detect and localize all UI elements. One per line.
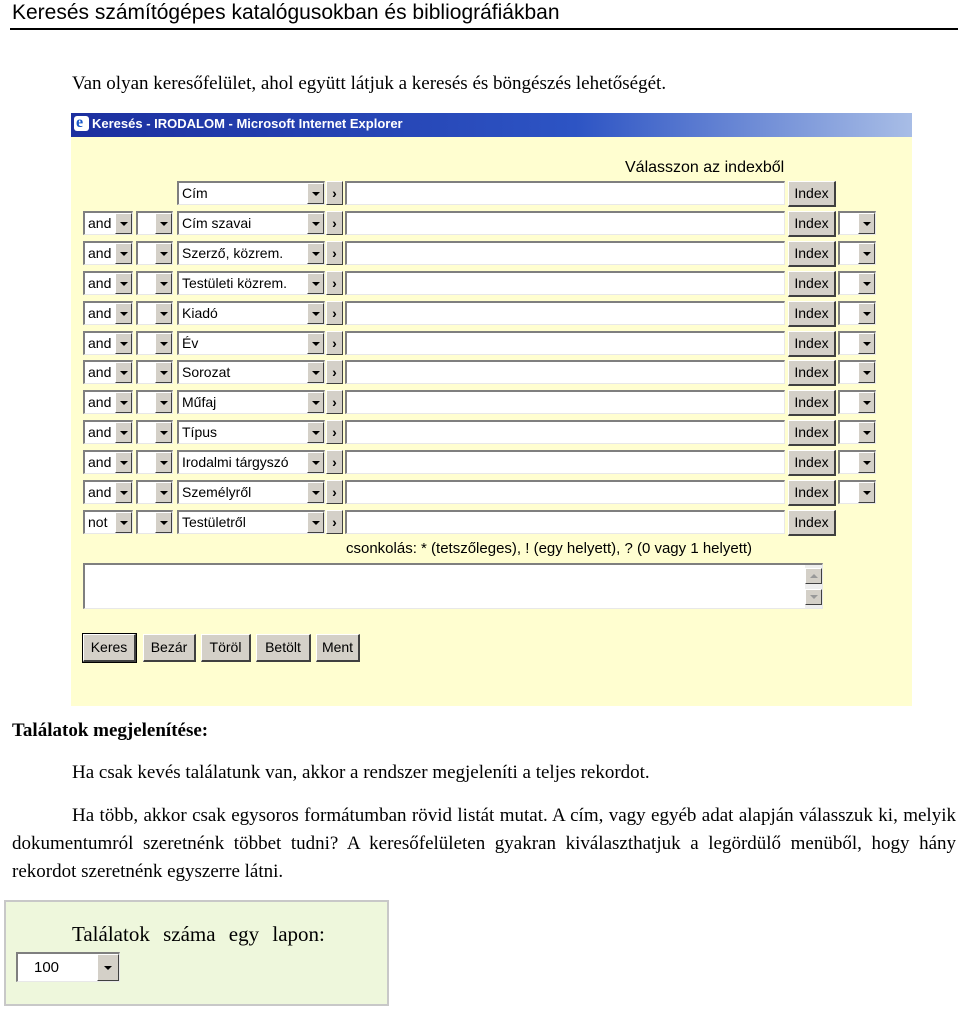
index-select[interactable] — [838, 420, 876, 444]
index-select[interactable] — [838, 331, 876, 355]
index-select[interactable] — [838, 241, 876, 265]
scroll-down-arrow-icon[interactable] — [805, 589, 822, 605]
operator-select[interactable] — [83, 241, 133, 265]
modifier-select[interactable] — [136, 301, 173, 325]
chevron-down-icon[interactable] — [307, 273, 324, 294]
chevron-down-icon[interactable] — [115, 362, 132, 383]
index-select[interactable] — [838, 271, 876, 295]
field-select[interactable] — [177, 241, 325, 265]
chevron-down-icon[interactable] — [858, 273, 875, 294]
page-title: Keresés számítógépes katalógusokban és bibliográfiákban — [12, 1, 560, 24]
modifier-select[interactable] — [136, 271, 173, 295]
operator-select[interactable] — [83, 510, 133, 534]
operator-value: and — [88, 424, 112, 441]
field-value: Típus — [182, 424, 218, 441]
internet-explorer-icon: e — [74, 116, 89, 131]
chevron-right-icon[interactable]: › — [326, 211, 343, 235]
index-button[interactable]: Index — [788, 510, 836, 536]
search-row — [71, 211, 912, 237]
scroll-up-arrow-icon[interactable] — [805, 568, 822, 584]
operator-value: and — [88, 454, 112, 471]
field-select[interactable] — [177, 420, 325, 444]
chevron-right-icon[interactable]: › — [326, 480, 343, 504]
operator-select[interactable] — [83, 420, 133, 444]
index-button[interactable]: Index — [788, 211, 836, 237]
index-select[interactable] — [838, 450, 876, 474]
chevron-down-icon[interactable] — [115, 273, 132, 294]
chevron-right-icon[interactable]: › — [326, 331, 343, 355]
search-term-input[interactable] — [345, 211, 785, 235]
operator-value: not — [88, 513, 108, 530]
field-value: Testületről — [182, 513, 246, 530]
action-button[interactable]: Keres — [83, 634, 136, 662]
search-term-input[interactable] — [345, 181, 785, 205]
field-select[interactable] — [177, 301, 325, 325]
index-button[interactable]: Index — [788, 301, 836, 327]
operator-select[interactable] — [83, 211, 133, 235]
search-row — [71, 271, 912, 297]
search-row — [71, 241, 912, 267]
field-value: Szerző, közrem. — [182, 244, 284, 261]
search-term-input[interactable] — [345, 510, 785, 534]
modifier-select[interactable] — [136, 360, 173, 384]
textarea-scrollbar[interactable] — [805, 565, 822, 608]
index-button[interactable]: Index — [788, 271, 836, 297]
chevron-down-icon[interactable] — [115, 512, 132, 533]
chevron-down-icon[interactable] — [115, 482, 132, 503]
chevron-right-icon[interactable]: › — [326, 510, 343, 534]
field-select[interactable] — [177, 390, 325, 414]
chevron-down-icon[interactable] — [858, 392, 875, 413]
field-value: Személyről — [182, 484, 252, 500]
action-button[interactable]: Töröl — [201, 634, 251, 662]
search-term-input[interactable] — [345, 301, 785, 325]
index-select[interactable] — [838, 480, 876, 504]
search-term-input[interactable] — [345, 331, 785, 355]
intro-text: Van olyan keresőfelület, ahol együtt látjuk a keresés és böngészés lehetőségét. — [72, 73, 667, 94]
field-value: Kiadó — [182, 304, 218, 321]
modifier-select[interactable] — [136, 390, 173, 414]
search-term-input[interactable] — [345, 480, 785, 504]
chevron-right-icon[interactable]: › — [326, 390, 343, 414]
chevron-down-icon[interactable] — [115, 392, 132, 413]
paragraph-few-results: Ha csak kevés találatunk van, akkor a rendszer megjeleníti a teljes rekordot. — [72, 762, 650, 783]
field-select[interactable] — [177, 360, 325, 384]
index-button[interactable]: Index — [788, 331, 836, 357]
chevron-down-icon[interactable] — [858, 333, 875, 354]
chevron-right-icon[interactable]: › — [326, 271, 343, 295]
chevron-right-icon[interactable]: › — [326, 301, 343, 325]
results-per-page-value: 100 — [34, 959, 60, 976]
field-value: Testületi közrem. — [182, 274, 288, 291]
chevron-down-icon[interactable] — [307, 213, 324, 234]
chevron-down-icon[interactable] — [115, 333, 132, 354]
chevron-down-icon[interactable] — [115, 422, 132, 443]
operator-value: and — [88, 304, 112, 321]
search-row — [71, 390, 912, 416]
field-select[interactable] — [177, 181, 325, 205]
paragraph-many-results: Ha több, akkor csak egysoros formátumban rövid listát mutat. A cím, vagy egyéb adat alapján válasszuk ki, melyik dokumentumról szeretnénk többet tudni? A keresőfelületen gyakran kiválaszthatjuk a legördülő menüből, hogy hány rekordot szeretnénk egyszerre látni. — [12, 805, 956, 882]
operator-select[interactable] — [83, 390, 133, 414]
index-select[interactable] — [838, 211, 876, 235]
search-row — [71, 510, 912, 536]
operator-value: and — [88, 244, 112, 261]
index-button[interactable]: Index — [788, 360, 836, 386]
chevron-right-icon[interactable]: › — [326, 360, 343, 384]
chevron-down-icon[interactable] — [307, 512, 324, 533]
chevron-down-icon[interactable] — [307, 333, 324, 354]
search-term-input[interactable] — [345, 241, 785, 265]
chevron-down-icon[interactable] — [858, 482, 875, 503]
chevron-down-icon[interactable] — [858, 303, 875, 324]
chevron-down-icon[interactable] — [155, 512, 172, 533]
chevron-down-icon[interactable] — [115, 213, 132, 234]
search-term-input[interactable] — [345, 271, 785, 295]
chevron-down-icon[interactable] — [115, 452, 132, 473]
index-button[interactable]: Index — [788, 480, 836, 506]
chevron-down-icon[interactable] — [115, 303, 132, 324]
search-term-input[interactable] — [345, 390, 785, 414]
field-select[interactable] — [177, 271, 325, 295]
chevron-down-icon[interactable] — [307, 422, 324, 443]
index-heading: Válasszon az indexből — [625, 159, 785, 176]
field-value: Műfaj — [182, 394, 217, 411]
search-row — [71, 480, 912, 506]
search-row — [71, 360, 912, 386]
ie-screenshot-window — [71, 113, 912, 706]
field-select[interactable] — [177, 480, 325, 504]
results-display-heading: Találatok megjelenítése: — [12, 720, 209, 741]
field-select[interactable] — [177, 331, 325, 355]
operator-select[interactable] — [83, 331, 133, 355]
chevron-down-icon[interactable] — [858, 213, 875, 234]
chevron-down-icon[interactable] — [307, 243, 324, 264]
index-button[interactable]: Index — [788, 390, 836, 416]
action-button[interactable]: Bezár — [143, 634, 196, 662]
search-term-input[interactable] — [345, 420, 785, 444]
search-term-input[interactable] — [345, 360, 785, 384]
chevron-down-icon[interactable] — [155, 422, 172, 443]
field-select[interactable] — [177, 211, 325, 235]
action-button[interactable]: Betölt — [256, 634, 311, 662]
search-row — [71, 331, 912, 357]
search-row — [71, 420, 912, 446]
chevron-down-icon[interactable] — [858, 362, 875, 383]
operator-select[interactable] — [83, 360, 133, 384]
operator-value: and — [88, 364, 112, 381]
modifier-select[interactable] — [136, 420, 173, 444]
chevron-down-icon[interactable] — [115, 243, 132, 264]
chevron-down-icon[interactable] — [307, 482, 324, 503]
field-value: Irodalmi tárgyszó — [182, 454, 289, 471]
field-select[interactable] — [177, 510, 325, 534]
search-row — [71, 301, 912, 327]
modifier-select[interactable] — [136, 480, 173, 504]
index-select[interactable] — [838, 390, 876, 414]
chevron-down-icon[interactable] — [155, 243, 172, 264]
chevron-right-icon[interactable]: › — [326, 241, 343, 265]
operator-select[interactable] — [83, 450, 133, 474]
chevron-down-icon[interactable] — [155, 452, 172, 473]
field-select[interactable] — [177, 450, 325, 474]
chevron-down-icon[interactable] — [307, 392, 324, 413]
operator-select[interactable] — [83, 271, 133, 295]
operator-select[interactable] — [83, 480, 133, 504]
chevron-down-icon[interactable] — [858, 243, 875, 264]
results-per-page-select[interactable] — [16, 952, 120, 982]
search-term-input[interactable] — [345, 450, 785, 474]
ie-title-bar — [71, 113, 912, 137]
modifier-select[interactable] — [136, 510, 173, 534]
modifier-select[interactable] — [136, 331, 173, 355]
chevron-down-icon[interactable] — [858, 422, 875, 443]
ie-window-title: Keresés - IRODALOM - Microsoft Internet Explorer — [92, 116, 403, 131]
index-select[interactable] — [838, 301, 876, 325]
chevron-down-icon[interactable] — [155, 303, 172, 324]
index-select[interactable] — [838, 360, 876, 384]
chevron-down-icon[interactable] — [307, 362, 324, 383]
chevron-right-icon[interactable]: › — [326, 181, 343, 205]
query-textarea[interactable] — [83, 563, 823, 609]
results-per-page-widget — [4, 900, 389, 1006]
chevron-down-icon[interactable] — [97, 954, 119, 981]
index-button[interactable]: Index — [788, 450, 836, 476]
index-button[interactable]: Index — [788, 181, 836, 207]
chevron-down-icon[interactable] — [858, 452, 875, 473]
operator-value: and — [88, 214, 112, 231]
operator-value: and — [88, 334, 112, 351]
results-per-page-label: Találatok száma egy lapon: — [72, 922, 325, 946]
action-button[interactable]: Ment — [316, 634, 360, 662]
modifier-select[interactable] — [136, 241, 173, 265]
chevron-right-icon[interactable]: › — [326, 450, 343, 474]
search-row — [71, 450, 912, 476]
truncation-note: csonkolás: * (tetszőleges), ! (egy helyett), ? (0 vagy 1 helyett) — [346, 540, 753, 557]
field-value: Cím — [182, 185, 208, 201]
chevron-down-icon[interactable] — [155, 333, 172, 354]
chevron-down-icon[interactable] — [307, 452, 324, 473]
index-button[interactable]: Index — [788, 420, 836, 446]
chevron-down-icon[interactable] — [155, 362, 172, 383]
chevron-down-icon[interactable] — [155, 213, 172, 234]
modifier-select[interactable] — [136, 211, 173, 235]
chevron-down-icon[interactable] — [155, 392, 172, 413]
chevron-down-icon[interactable] — [155, 273, 172, 294]
field-value: Év — [182, 334, 199, 351]
operator-select[interactable] — [83, 301, 133, 325]
operator-value: and — [88, 394, 112, 411]
chevron-down-icon[interactable] — [155, 482, 172, 503]
title-divider — [10, 28, 958, 30]
field-value: Sorozat — [182, 364, 231, 381]
chevron-down-icon[interactable] — [307, 303, 324, 324]
search-row — [71, 181, 912, 207]
operator-value: and — [88, 274, 112, 291]
index-button[interactable]: Index — [788, 241, 836, 267]
operator-value: and — [88, 484, 112, 500]
field-value: Cím szavai — [182, 214, 252, 231]
chevron-down-icon[interactable] — [307, 183, 324, 204]
modifier-select[interactable] — [136, 450, 173, 474]
chevron-right-icon[interactable]: › — [326, 420, 343, 444]
